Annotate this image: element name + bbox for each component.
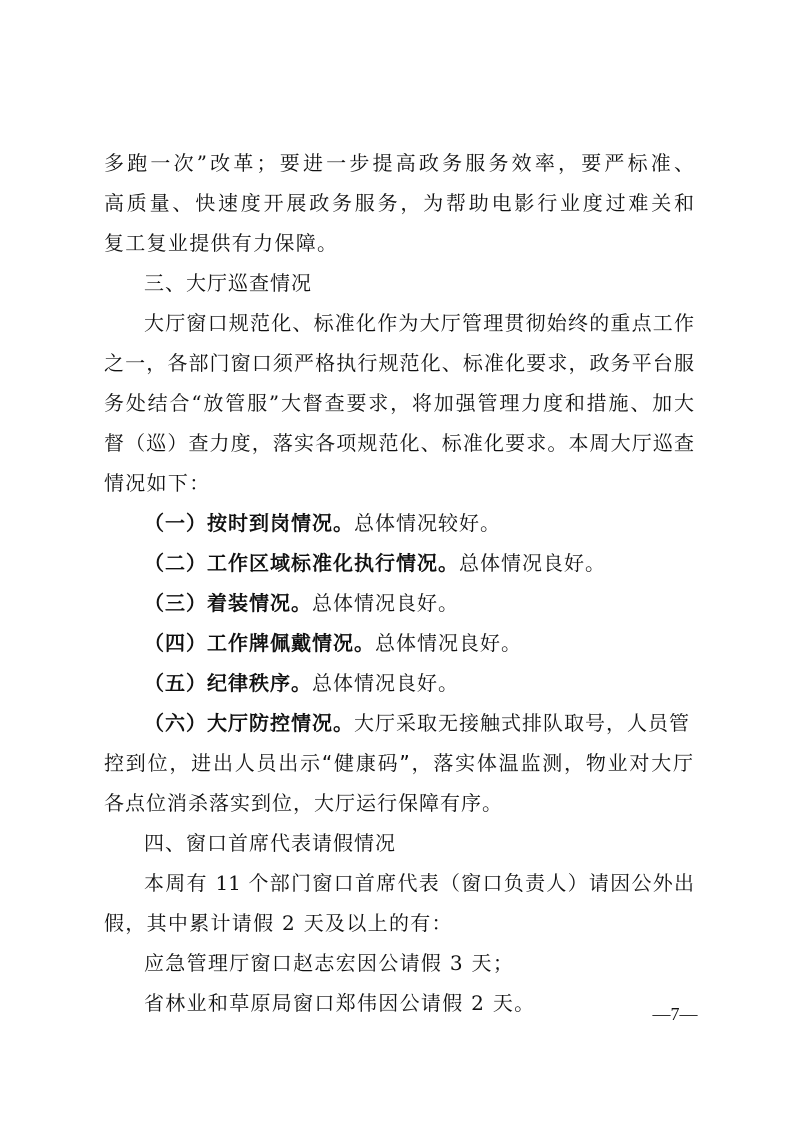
inspection-item (144, 503, 694, 543)
inspection-item (144, 543, 694, 583)
inspection-item-text: 总体情况较好。 (354, 511, 501, 535)
inspection-item-text: 总体情况良好。 (312, 591, 459, 615)
section-heading-4: 四、窗口首席代表请假情况 (144, 831, 396, 855)
section-heading-3: 三、大厅巡查情况 (144, 271, 312, 295)
inspection-item-text: 总体情况良好。 (312, 671, 459, 695)
inspection-item-text: 总体情况良好。 (459, 551, 606, 575)
body-text-line: 本周有 11 个部门窗口首席代表（窗口负责人）请因公外出 (144, 871, 694, 895)
inspection-item-text: 大厅采取无接触式排队取号，人员管 (354, 711, 690, 735)
body-text-line: 假，其中累计请假 2 天及以上的有： (104, 911, 453, 935)
inspection-item-title: （五）纪律秩序。 (144, 671, 312, 695)
body-text-line: 高质量、快速度开展政务服务，为帮助电影行业度过难关和 (104, 191, 694, 215)
inspection-item-title: （四）工作牌佩戴情况。 (144, 631, 375, 655)
body-text-line: 多跑一次”改革；要进一步提高政务服务效率，要严标准、 (104, 151, 694, 175)
inspection-item-title: （二）工作区域标准化执行情况。 (144, 551, 459, 575)
body-text-line: 应急管理厅窗口赵志宏因公请假 3 天； (144, 951, 515, 975)
body-text-line: 控到位，进出人员出示“健康码”，落实体温监测，物业对大厅 (104, 751, 694, 775)
body-text-line: 大厅窗口规范化、标准化作为大厅管理贯彻始终的重点工作 (144, 311, 694, 335)
body-text-line: 情况如下： (104, 471, 211, 495)
inspection-item (144, 623, 694, 663)
body-text-line: 各点位消杀落实到位，大厅运行保障有序。 (104, 791, 503, 815)
body-text-line: 省林业和草原局窗口郑伟因公请假 2 天。 (144, 991, 536, 1015)
inspection-item (144, 583, 694, 623)
inspection-item-text: 总体情况良好。 (375, 631, 522, 655)
inspection-item-title: （一）按时到岗情况。 (144, 511, 354, 535)
inspection-item (144, 703, 694, 743)
body-text-line: 复工复业提供有力保障。 (104, 231, 339, 255)
body-text-line: 务处结合“放管服”大督查要求，将加强管理力度和措施、加大 (104, 391, 694, 415)
page-number: —7— (652, 1004, 698, 1024)
inspection-item (144, 663, 694, 703)
body-text-line: 之一，各部门窗口须严格执行规范化、标准化要求，政务平台服 (104, 351, 694, 375)
body-text-line: 督（巡）查力度，落实各项规范化、标准化要求。本周大厅巡查 (104, 431, 694, 455)
inspection-item-title: （六）大厅防控情况。 (144, 711, 354, 735)
inspection-item-title: （三）着装情况。 (144, 591, 312, 615)
